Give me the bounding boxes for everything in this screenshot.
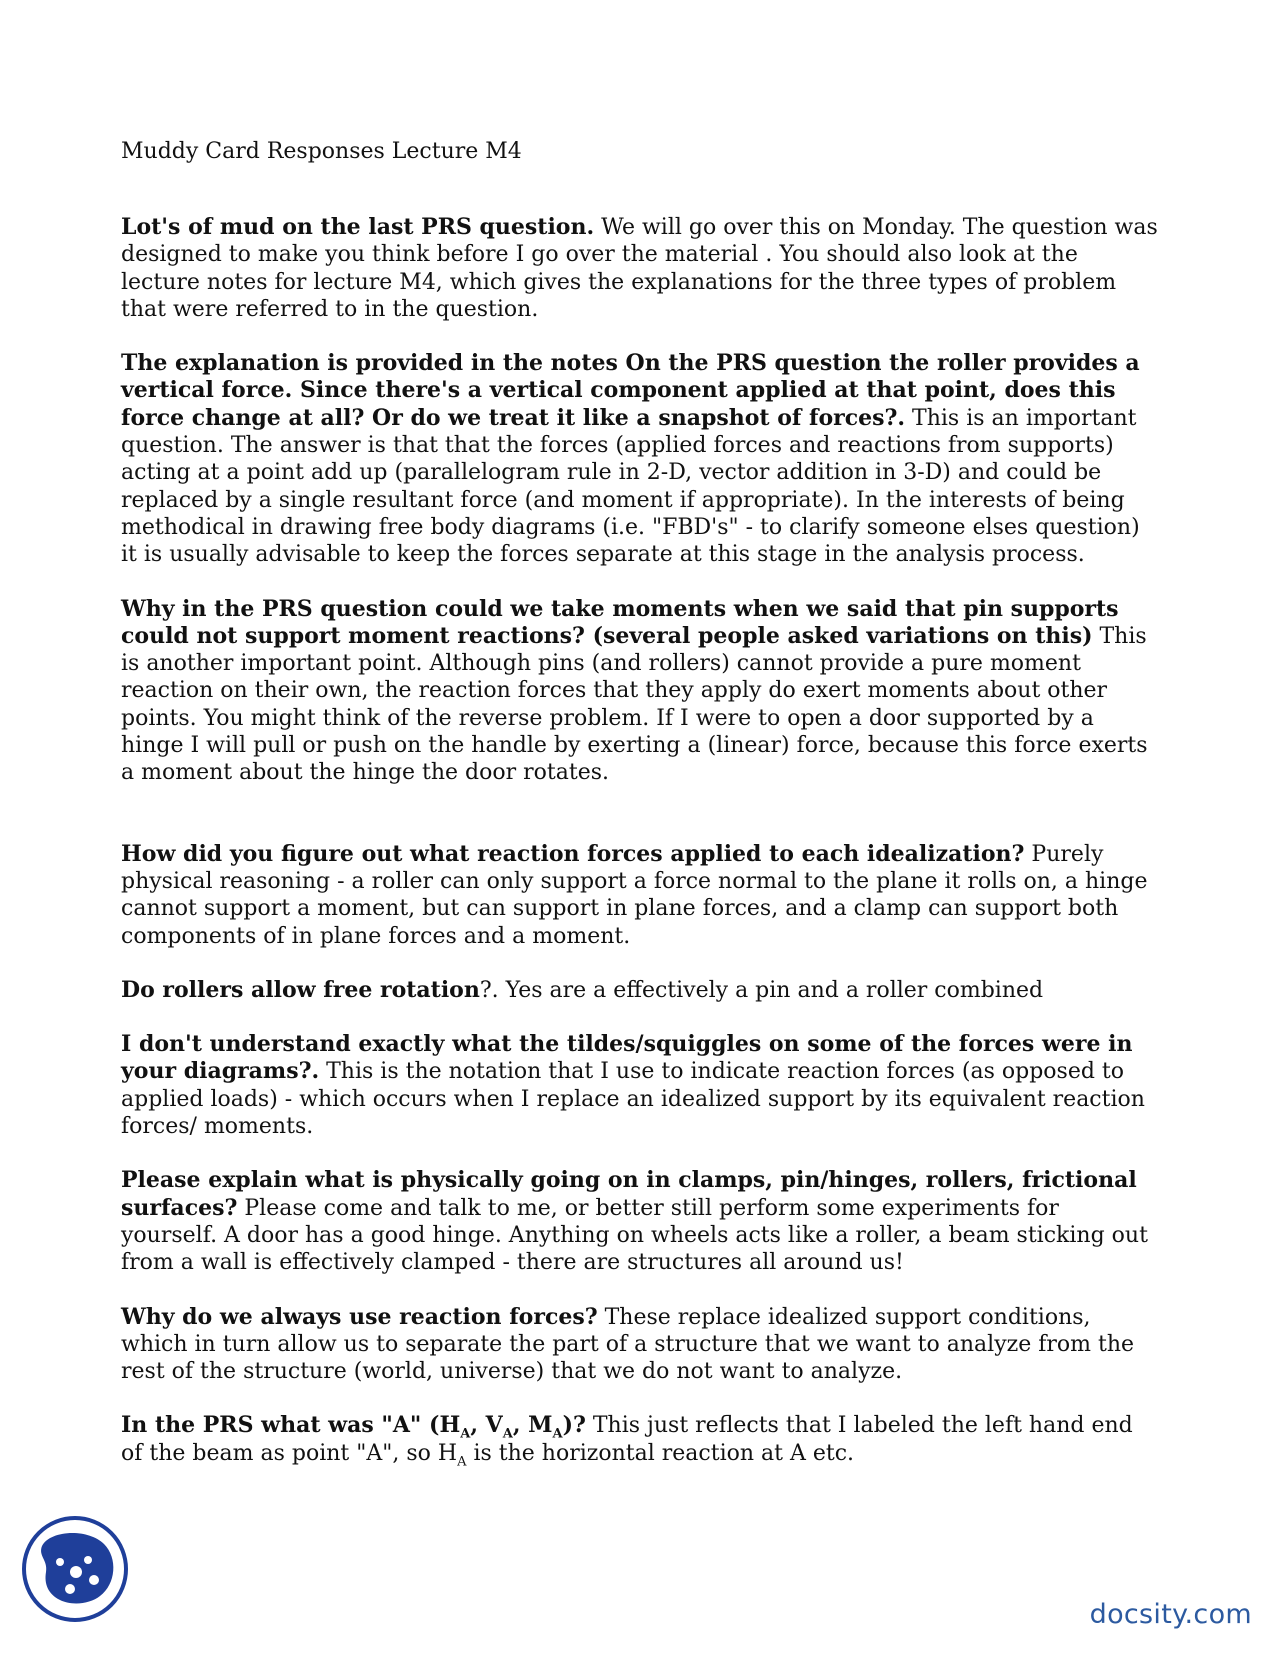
qa-entry-2 (121, 350, 1161, 568)
subscript-a: A (502, 1426, 513, 1442)
qa-entry-9 (121, 1412, 1161, 1470)
question-text: Why do we always use reaction forces? (121, 1303, 598, 1330)
question-fragment: , M (512, 1412, 553, 1439)
answer-fragment: is the horizontal reaction at A etc. (466, 1440, 855, 1466)
page-title: Muddy Card Responses Lecture M4 (121, 139, 522, 164)
subscript-a: A (457, 1454, 467, 1470)
answer-text: We will go over this on Monday. The question was designed to make you think before I go over the material . You should also look at the lecture notes for lecture M4, which gives the explanations for the three types of problem that were referred to in the question. (121, 215, 1158, 322)
qa-entry-1 (121, 214, 1161, 323)
answer-text: This is the notation that I use to indicate reaction forces (as opposed to applied loads) - which occurs when I replace an idealized support by its equivalent reaction forces/ moments. (121, 1059, 1145, 1140)
qa-entry-5 (121, 977, 1161, 1004)
subscript-a: A (460, 1426, 471, 1442)
qa-entry-4 (121, 841, 1161, 950)
answer-fragment: This just reflects that I labeled the left hand end of the beam as point "A", so H (121, 1413, 1133, 1466)
question-fragment: , V (470, 1412, 503, 1439)
qa-entry-8 (121, 1304, 1161, 1386)
qa-entry-6 (121, 1031, 1161, 1140)
question-fragment: In the PRS what was "A" (H (121, 1412, 461, 1439)
question-text: The explanation is provided in the notes On the PRS question the roller provides a vertical force. Since there's a vertical component applied at that point, does this force change at all? Or do we treat it like a snapshot of forces?. (121, 350, 1140, 431)
question-text: Please explain what is physically going on in clamps, pin/hinges, rollers, frictional surfaces? (121, 1167, 1137, 1221)
subscript-a: A (552, 1426, 563, 1442)
question-text: How did you figure out what reaction forces applied to each idealization? (121, 840, 1025, 867)
qa-entry-3 (121, 596, 1161, 787)
docsity-logo-icon[interactable] (20, 1514, 130, 1624)
question-fragment: )? (562, 1412, 586, 1439)
document-page (121, 138, 1161, 1494)
question-text: I don't understand exactly what the tildes/squiggles on some of the forces were in your diagrams?. (121, 1031, 1133, 1085)
answer-text: These replace idealized support conditions, which in turn allow us to separate the part of a structure that we want to analyze from the rest of the structure (world, universe) that we do not want to analyze. (121, 1304, 1135, 1385)
question-text: Do rollers allow free rotation (121, 976, 480, 1003)
question-text (121, 1412, 586, 1442)
answer-text: Purely physical reasoning - a roller can only support a force normal to the plane it rolls on, a hinge cannot support a moment, but can support in plane forces, and a clamp can support both components of in plane forces and a moment. (121, 841, 1148, 949)
answer-text: Please come and talk to me, or better still perform some experiments for yourself. A door has a good hinge. Anything on wheels acts like a roller, a beam sticking out from a wall is effectively clamped - there are structures all around us! (121, 1195, 1148, 1276)
question-text: Why in the PRS question could we take moments when we said that pin supports could not support moment reactions? (several people asked variations on this) (121, 595, 1119, 649)
question-text: Lot's of mud on the last PRS question. (121, 214, 595, 240)
answer-text: This is an important question. The answer is that that the forces (applied forces and reactions from supports) acting at a point add up (parallelogram rule in 2-D, vector addition in 3-D) and could be replaced by a single resultant force (and moment if appropriate). In the interests of being methodical in drawing free body diagrams (i.e. "FBD's" - to clarify someone elses question) it is usually advisable to keep the forces separate at this stage in the analysis process. (121, 405, 1140, 568)
answer-text: This is another important point. Although pins (and rollers) cannot provide a pure moment reaction on their own, the reaction forces that they apply do exert moments about other points. You might think of the reverse problem. If I were to open a door supported by a hinge I will pull or push on the handle by exerting a (linear) force, because this force exerts a moment about the hinge the door rotates. (121, 623, 1148, 786)
docsity-brand-link[interactable]: docsity.com (1089, 1599, 1252, 1630)
answer-text: ?. Yes are a effectively a pin and a roller combined (479, 977, 1044, 1003)
qa-entry-7 (121, 1167, 1161, 1276)
docsity-logo-graphic (20, 1514, 130, 1624)
